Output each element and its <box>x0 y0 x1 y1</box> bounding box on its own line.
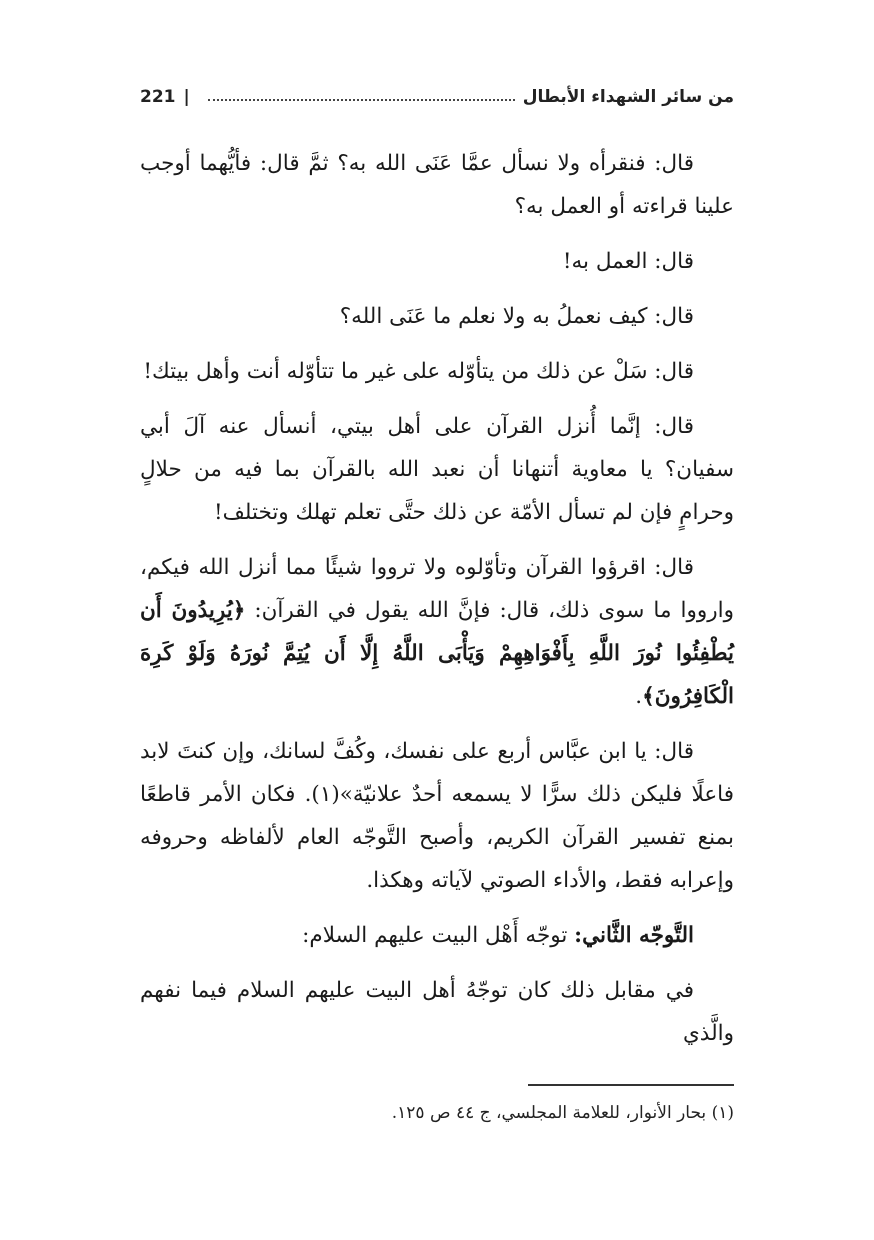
footnote-text: (١) بحار الأنوار، للعلامة المجلسي، ج ٤٤ ص ١٢٥. <box>391 1103 734 1123</box>
running-header <box>140 82 734 112</box>
paragraph-7 <box>140 730 734 902</box>
paragraph-text: قال: إنَّما أُنزل القرآن على أهل بيتي، أنسأل عنه آلَ أبي سفيان؟ يا معاوية أتنهانا أن نعبد الله بالقرآن بما فيه من حلالٍ وحرامٍ فإن لم تسأل الأمّة عن ذلك حتَّى تعلم تهلك وتختلف! <box>140 414 735 525</box>
paragraph-1 <box>140 142 734 228</box>
page-number: 221 <box>140 87 176 107</box>
paragraph-text: قال: اقرؤوا القرآن وتأوّلوه ولا ترووا شيئًا مما أنزل الله فيكم، وارووا ما سوى ذلك، قال: فإنَّ الله يقول في القرآن: <box>140 555 734 623</box>
heading-text: توجّه أَهْل البيت عليهم السلام: <box>302 923 575 948</box>
paragraph-text: قال: سَلْ عن ذلك من يتأوّله على غير ما تتأوّله أنت وأهل بيتك! <box>143 359 694 384</box>
page-body <box>140 142 734 1067</box>
header-dot-leader <box>208 89 515 101</box>
footnote <box>140 1100 734 1126</box>
section-heading <box>140 914 734 957</box>
header-title: من سائر الشهداء الأبطال <box>522 87 734 107</box>
paragraph-text: قال: كيف نعملُ به ولا نعلم ما عَنَى الله؟ <box>339 304 694 329</box>
paragraph-9 <box>140 969 734 1055</box>
paragraph-5 <box>140 405 734 534</box>
quran-verse: ﴿يُرِيدُونَ أَن يُطْفِئُوا نُورَ اللَّهِ بِأَفْوَاهِهِمْ وَيَأْبَى اللَّهُ إِلَّا أَن يُتِمَّ نُورَهُ وَلَوْ كَرِهَ الْكَافِرُونَ﴾ <box>140 598 734 709</box>
paragraph-6 <box>140 546 734 718</box>
paragraph-3 <box>140 295 734 338</box>
paragraph-text: قال: فنقرأه ولا نسأل عمَّا عَنَى الله به؟ ثمَّ قال: فأيُّهما أوجب علينا قراءته أو العمل به؟ <box>140 151 734 219</box>
paragraph-text: . <box>635 684 643 709</box>
paragraph-4 <box>140 350 734 393</box>
paragraph-text: في مقابل ذلك كان توجّهُ أهل البيت عليهم السلام فيما نفهم والَّذي <box>140 978 734 1046</box>
heading-label: التَّوجّه الثَّاني: <box>574 923 694 948</box>
footnote-divider <box>528 1084 734 1086</box>
header-separator: | <box>183 87 190 107</box>
paragraph-text: قال: العمل به! <box>562 249 694 274</box>
paragraph-text: قال: يا ابن عبَّاس أربع على نفسك، وكُفَّ لسانك، وإن كنتَ لابد فاعلًا فليكن ذلك سرًّا لا يسمعه أحدٌ علانيّة»(١). فكان الأمر قاطعًا بمنع تفسير القرآن الكريم، وأصبح التَّوجّه العام لألفاظه وحروفه وإعرابه فقط، والأداء الصوتي لآياته وهكذا. <box>140 739 735 893</box>
paragraph-2 <box>140 240 734 283</box>
